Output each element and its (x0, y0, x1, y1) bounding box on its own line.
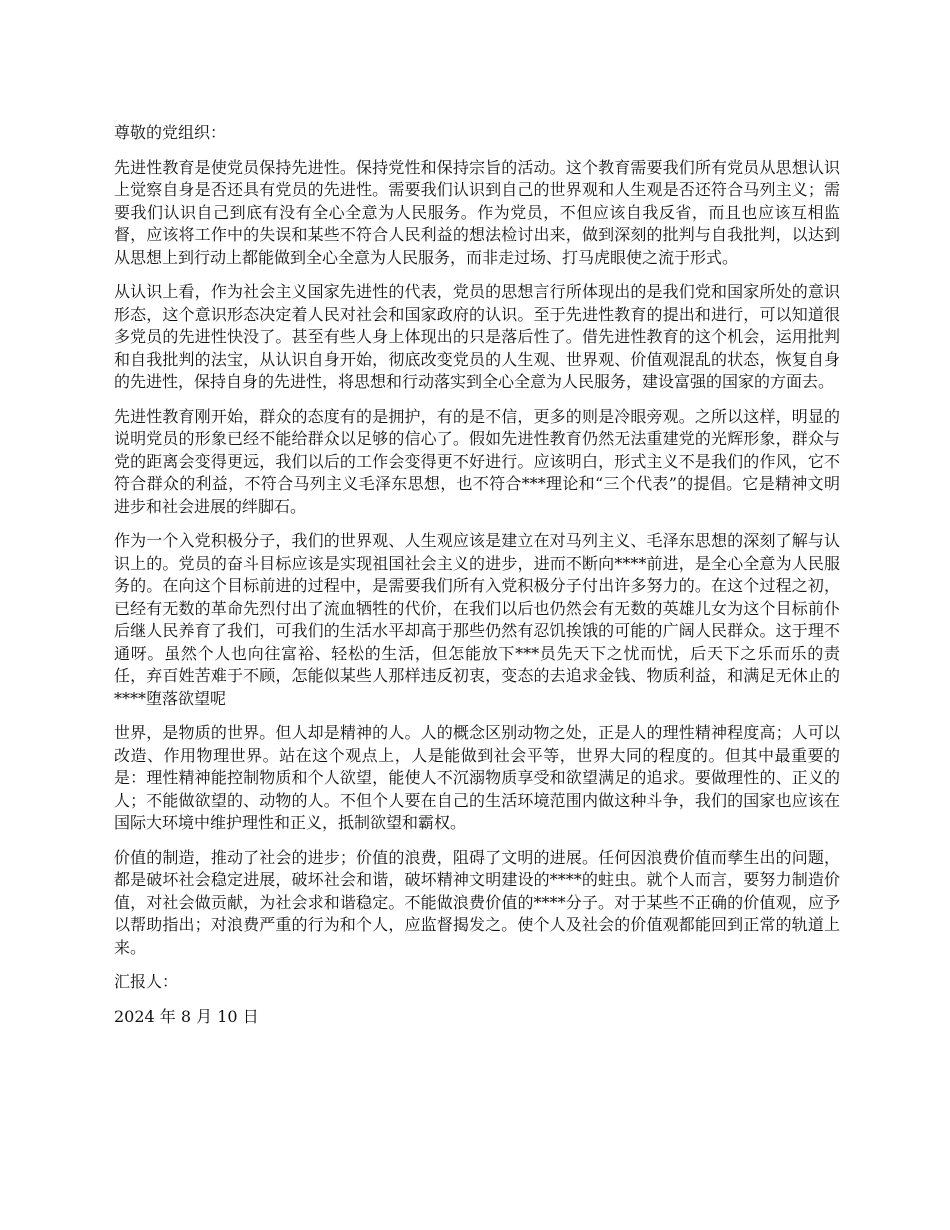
paragraph-6: 价值的制造，推动了社会的进步；价值的浪费，阻碍了文明的进展。任何因浪费价值而孳生出的问题，都是破坏社会稳定进展，破坏社会和谐，破坏精神文明建设的****的蛀虫。就个人而言，要努力制造价值，对社会做贡献，为社会求和谐稳定。不能做浪费价值的****分子。对于某些不正确的价值观，应予以帮助指出；对浪费严重的行为和个人，应监督揭发之。使个人及社会的价值观都能回到正常的轨道上来。 (114, 847, 840, 957)
salutation: 尊敬的党组织： (114, 123, 227, 142)
report-date: 2024 年 8 月 10 日 (114, 1006, 259, 1026)
paragraph-2: 从认识上看，作为社会主义国家先进性的代表，党员的思想言行所体现出的是我们党和国家所处的意识形态，这个意识形态决定着人民对社会和国家政府的认识。至于先进性教育的提出和进行，可以知道很多党员的先进性快没了。甚至有些人身上体现出的只是落后性了。借先进性教育的这个机会，运用批判和自我批判的法宝，从认识自身开始，彻底改变党员的人生观、世界观、价值观混乱的状态，恢复自身的先进性，保持自身的先进性，将思想和行动落实到全心全意为人民服务，建设富强的国家的方面去。 (114, 282, 840, 391)
signer-label: 汇报人： (114, 972, 179, 991)
document-page (114, 122, 840, 1028)
paragraph-3: 先进性教育刚开始，群众的态度有的是拥护，有的是不信，更多的则是冷眼旁观。之所以这样，明显的说明党员的形象已经不能给群众以足够的信心了。假如先进性教育仍然无法重建党的光辉形象，群众与党的距离会变得更远，我们以后的工作会变得更不好进行。应该明白，形式主义不是我们的作风，它不符合群众的利益，不符合马列主义毛泽东思想，也不符合***理论和“三个代表”的提倡。它是精神文明进步和社会进展的绊脚石。 (114, 406, 840, 516)
paragraph-4: 作为一个入党积极分子，我们的世界观、人生观应该是建立在对马列主义、毛泽东思想的深刻了解与认识上的。党员的奋斗目标应该是实现祖国社会主义的进步，进而不断向****前进，是全心全意为人民服务的。在向这个目标前进的过程中，是需要我们所有入党积极分子付出许多努力的。在这个过程之初，已经有无数的革命先烈付出了流血牺牲的代价，在我们以后也仍然会有无数的英雄儿女为这个目标前仆后继人民养育了我们，可我们的生活水平却高于那些仍然有忍饥挨饿的可能的广阔人民群众。这于理不通呀。虽然个人也向往富裕、轻松的生活，但怎能放下***员先天下之忧而忧，后天下之乐而乐的责任，弃百姓苦难于不顾，怎能似某些人那样违反初衷，变态的去追求金钱、物质利益，和满足无休止的****堕落欲望呢 (114, 531, 840, 708)
paragraph-1: 先进性教育是使党员保持先进性。保持党性和保持宗旨的活动。这个教育需要我们所有党员从思想认识上觉察自身是否还具有党员的先进性。需要我们认识到自己的世界观和人生观是否还符合马列主义；需要我们认识自己到底有没有全心全意为人民服务。作为党员，不但应该自我反省，而且也应该互相监督，应该将工作中的失误和某些不符合人民利益的想法检讨出来，做到深刻的批判与自我批判，以达到从思想上到行动上都能做到全心全意为人民服务，而非走过场、打马虎眼使之流于形式。 (114, 157, 840, 267)
paragraph-5: 世界，是物质的世界。但人却是精神的人。人的概念区别动物之处，正是人的理性精神程度高；人可以改造、作用物理世界。站在这个观点上，人是能做到社会平等，世界大同的程度的。但其中最重要的是：理性精神能控制物质和个人欲望，能使人不沉溺物质享受和欲望满足的追求。要做理性的、正义的人；不能做欲望的、动物的人。不但个人要在自己的生活环境范围内做这种斗争，我们的国家也应该在国际大环境中维护理性和正义，抵制欲望和霸权。 (114, 723, 840, 832)
